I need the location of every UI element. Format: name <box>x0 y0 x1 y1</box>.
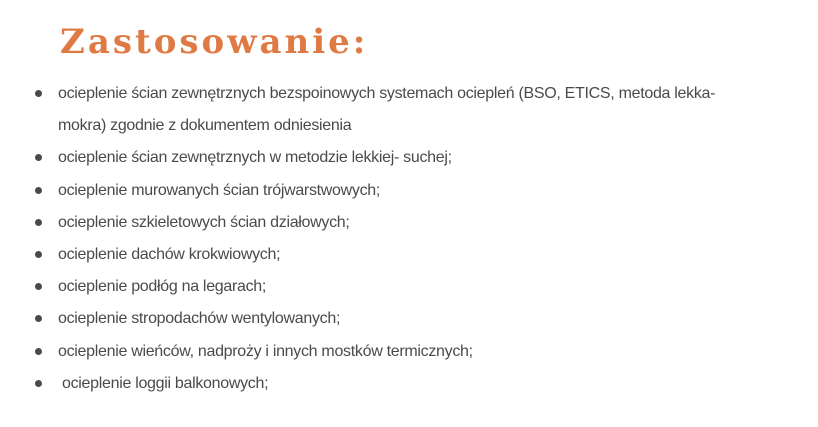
bullet-icon <box>35 251 42 258</box>
list-item <box>0 175 818 207</box>
list-item-text: ocieplenie loggii balkonowych; <box>62 374 269 392</box>
bullet-icon <box>35 348 42 355</box>
list-item-text: ocieplenie szkieletowych ścian działowych; <box>58 213 350 231</box>
section-heading: Zastosowanie: <box>60 22 369 62</box>
bullet-icon <box>35 90 42 97</box>
bullet-icon <box>35 315 42 322</box>
list-item-text: ocieplenie wieńców, nadproży i innych mostków termicznych; <box>58 342 473 360</box>
bullet-icon <box>35 154 42 161</box>
list-item <box>0 142 818 174</box>
list-item <box>0 303 818 335</box>
list-item-text: ocieplenie murowanych ścian trójwarstwowych; <box>58 181 381 199</box>
list-item-text: ocieplenie ścian zewnętrznych w metodzie lekkiej- suchej; <box>58 149 452 167</box>
list-item-text: ocieplenie stropodachów wentylowanych; <box>58 310 341 328</box>
list-item <box>0 207 818 239</box>
list-item-text: ocieplenie podłóg na legarach; <box>58 278 267 296</box>
list-item <box>0 368 818 400</box>
list-item-text: ocieplenie ścian zewnętrznych bezspoinowych systemach ociepleń (BSO, ETICS, metoda lekka-mokra) zgodnie z dokumentem odniesienia <box>58 85 716 135</box>
list-item <box>0 239 818 271</box>
list-item <box>0 271 818 303</box>
bullet-icon <box>35 380 42 387</box>
list-item <box>0 336 818 368</box>
usage-list <box>0 78 818 400</box>
list-item <box>0 78 818 142</box>
bullet-icon <box>35 219 42 226</box>
bullet-icon <box>35 187 42 194</box>
bullet-icon <box>35 283 42 290</box>
list-item-text: ocieplenie dachów krokwiowych; <box>58 246 281 264</box>
